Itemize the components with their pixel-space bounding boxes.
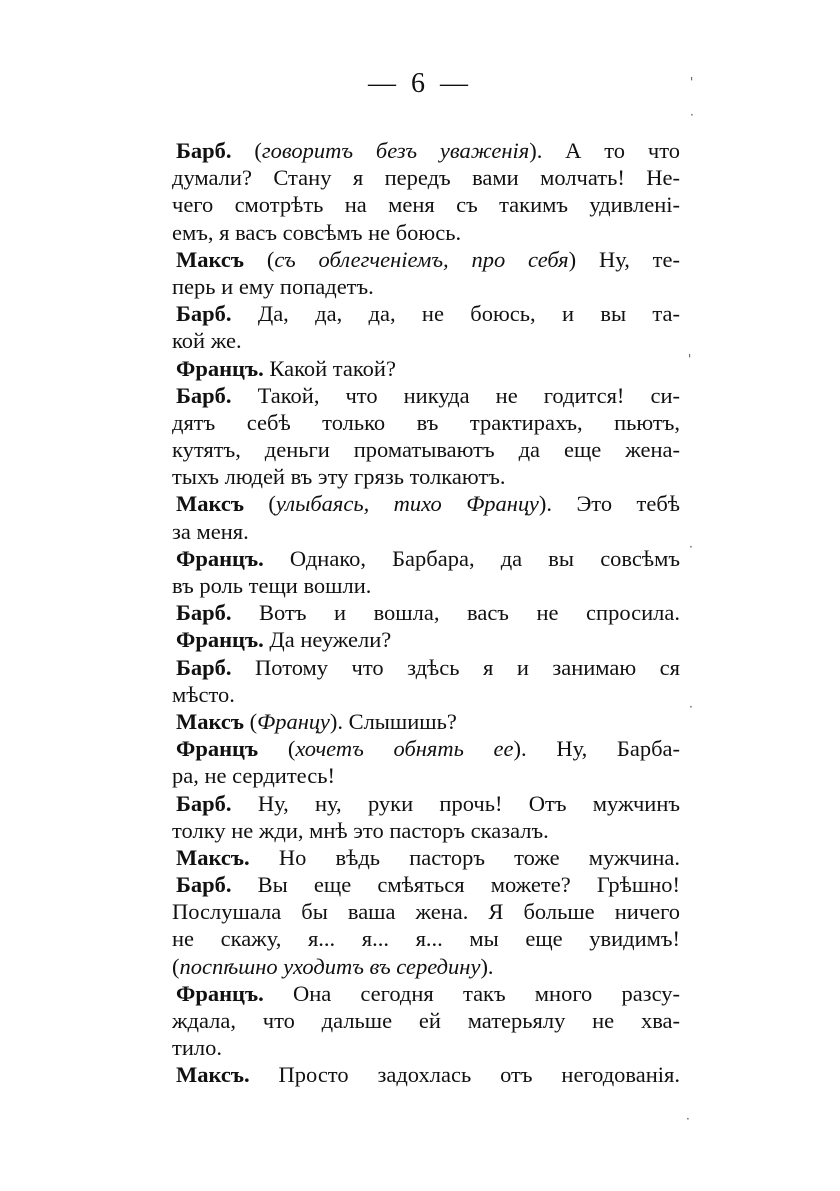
dialogue-text: ( (244, 491, 276, 517)
dialogue-text: ра, не сердитесь! (172, 763, 335, 789)
text-line (172, 518, 680, 545)
text-line (172, 191, 680, 218)
dialogue-text: за меня. (172, 518, 249, 544)
text-line (172, 1007, 680, 1034)
speaker-name: Францъ. (176, 355, 264, 381)
dialogue-text: Потому что здѣсь я и занимаю ся (231, 654, 680, 680)
text-line (172, 654, 680, 681)
dialogue-text: Ну, ну, руки прочь! Отъ мужчинъ (231, 790, 680, 816)
dialogue-text: ). (480, 953, 494, 979)
text-line (172, 599, 680, 626)
text-line (172, 790, 680, 817)
dialogue-text: Такой, что никуда не годится! си- (231, 382, 680, 408)
text-line (172, 273, 680, 300)
dialogue-text: дятъ себѣ только въ трактирахъ, пьютъ, (172, 409, 680, 435)
play-text (172, 137, 680, 1089)
dialogue-text: Но вѣдь пасторъ тоже мужчина. (249, 844, 680, 870)
speaker-name: Францъ. (176, 627, 264, 653)
dialogue-text: емъ, я васъ совсѣмъ не боюсь. (172, 219, 462, 245)
dialogue-text: Вотъ и вошла, васъ не спросила. (231, 600, 680, 626)
dialogue-text: Однако, Барбара, да вы совсѣмъ (263, 545, 680, 571)
stage-direction: хочетъ обнять ее (295, 736, 514, 762)
stage-direction: поспѣшно уходитъ въ середину (179, 953, 481, 979)
text-line (172, 1034, 680, 1061)
text-line (172, 137, 680, 164)
text-line (172, 980, 680, 1007)
dialogue-text: ждала, что дальше ей матерьялу не хва- (172, 1008, 680, 1033)
scan-speck: · (690, 108, 694, 122)
speaker-name: Барб. (176, 138, 232, 163)
text-line (172, 871, 680, 898)
dialogue-text: перь и ему попадетъ. (172, 273, 374, 299)
stage-direction: съ облегченіемъ, про себя (274, 246, 569, 272)
stage-direction: Францу (257, 708, 330, 734)
text-line (172, 572, 680, 599)
text-line (172, 681, 680, 708)
dialogue-text: ). Это тебѣ (538, 491, 680, 517)
stage-direction: говоритъ безъ уваженія (261, 138, 530, 163)
text-line (172, 300, 680, 327)
dialogue-text: кой же. (172, 328, 242, 354)
dialogue-text: ). Ну, Барба- (513, 736, 681, 762)
dialogue-text: ). Слышишь? (329, 708, 457, 734)
dialogue-text: Просто задохлась отъ негодованія. (249, 1062, 680, 1088)
speaker-name: Максъ (176, 708, 244, 734)
text-line (172, 355, 680, 382)
dialogue-text: не скажу, я... я... я... мы еще увидимъ! (172, 926, 680, 952)
scan-speck: ' (690, 75, 694, 89)
text-line (172, 409, 680, 436)
speaker-name: Барб. (176, 790, 232, 816)
speaker-name: Барб. (176, 654, 232, 680)
text-line (172, 327, 680, 354)
text-line (172, 953, 680, 980)
text-line (172, 545, 680, 572)
text-line (172, 490, 680, 517)
text-line (172, 463, 680, 490)
speaker-name: Францъ. (176, 980, 264, 1006)
dialogue-text: ( (258, 736, 296, 762)
dialogue-text: Да неужели? (263, 627, 392, 653)
dialogue-text: Послушала бы ваша жена. Я больше ничего (172, 899, 680, 925)
text-line (172, 844, 680, 871)
text-line (172, 898, 680, 925)
dialogue-text: Какой такой? (263, 355, 396, 381)
dialogue-text: ( (244, 246, 275, 272)
scan-speck: · (689, 700, 693, 714)
dialogue-text: ( (172, 953, 180, 979)
speaker-name: Барб. (176, 872, 232, 898)
text-line (172, 246, 680, 273)
dialogue-text: тило. (172, 1035, 222, 1061)
text-line (172, 762, 680, 789)
text-line (172, 219, 680, 246)
page-number: — 6 — (368, 68, 472, 99)
speaker-name: Францъ (176, 736, 259, 762)
stage-direction: улыбаясь, тихо Францу (275, 491, 539, 517)
dialogue-text: ( (231, 138, 262, 163)
dialogue-text: Вы еще смѣяться можете? Грѣшно! (231, 872, 680, 898)
dialogue-text: чего смотрѣть на меня съ такимъ удивлені- (172, 192, 680, 218)
text-line (172, 626, 680, 653)
dialogue-text: ). А то что (529, 138, 680, 163)
dialogue-text: тыхъ людей въ эту грязь толкаютъ. (172, 464, 506, 490)
text-line (172, 925, 680, 952)
text-line (172, 382, 680, 409)
text-line (172, 817, 680, 844)
text-line (172, 164, 680, 191)
dialogue-text: мѣсто. (172, 681, 235, 707)
dialogue-text: кутятъ, деньги проматываютъ да еще жена- (172, 437, 680, 463)
scan-speck: · (686, 1112, 690, 1126)
speaker-name: Барб. (176, 301, 232, 327)
speaker-name: Францъ. (176, 545, 264, 571)
dialogue-text: въ роль тещи вошли. (172, 573, 372, 598)
text-line (172, 1061, 680, 1088)
dialogue-text: ( (244, 708, 258, 734)
dialogue-text: Да, да, да, не боюсь, и вы та- (231, 301, 680, 327)
dialogue-text: толку не жди, мнѣ это пасторъ сказалъ. (172, 817, 549, 843)
text-line (172, 735, 680, 762)
scan-speck: · (689, 540, 693, 554)
text-line (172, 436, 680, 463)
dialogue-text: Она сегодня такъ много разсу- (263, 980, 680, 1006)
speaker-name: Максъ. (176, 844, 250, 870)
dialogue-text: ) Ну, те- (568, 246, 680, 272)
speaker-name: Максъ (176, 246, 244, 272)
speaker-name: Барб. (176, 600, 232, 626)
speaker-name: Максъ (176, 491, 244, 517)
speaker-name: Барб. (176, 382, 232, 408)
text-line (172, 708, 680, 735)
speaker-name: Максъ. (176, 1062, 250, 1088)
scan-speck: ' (688, 352, 692, 366)
dialogue-text: думали? Стану я передъ вами молчать! Не- (172, 165, 680, 191)
